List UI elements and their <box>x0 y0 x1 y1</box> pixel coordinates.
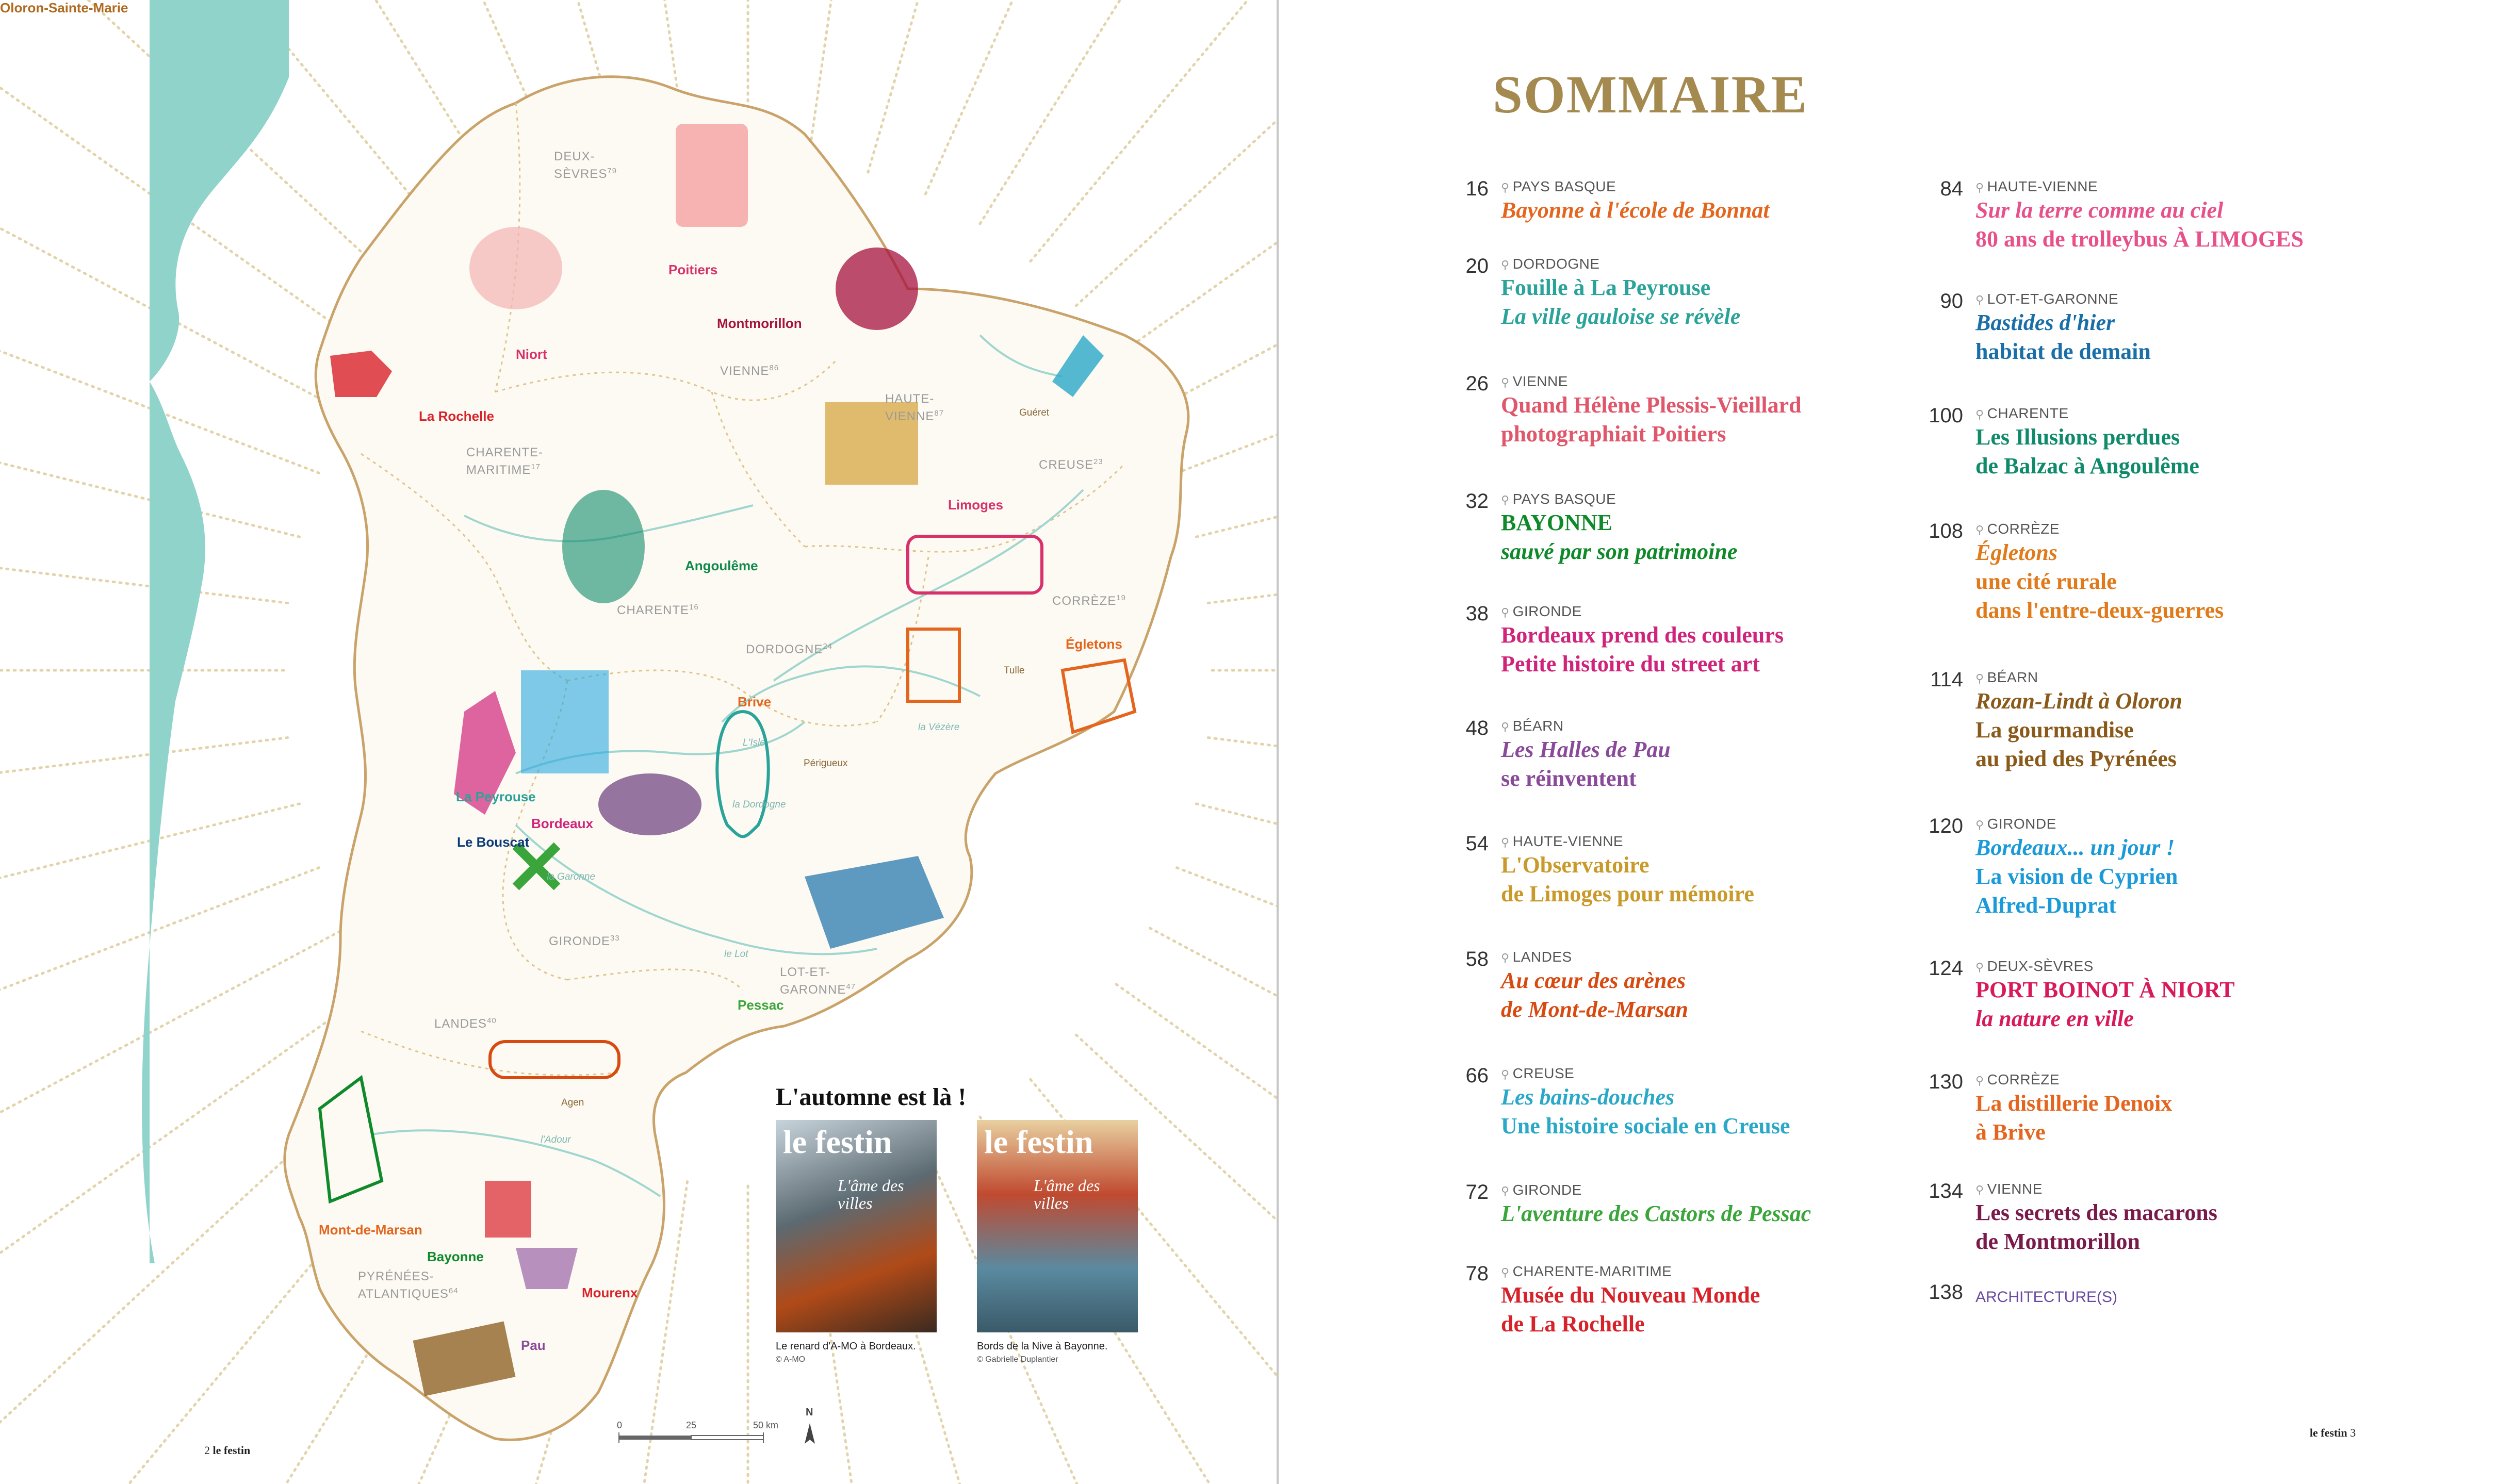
toc-entry[interactable] <box>1465 948 1934 1024</box>
map-pin-icon: ⚲ <box>1501 1068 1510 1081</box>
magazine-brand: le festin <box>783 1124 892 1160</box>
department-label: CHARENTE- MARITIME$^{17}$ <box>466 446 544 477</box>
map-pin-icon: ⚲ <box>1975 961 1984 974</box>
department-label: CHARENTE$^{16}$ <box>617 603 699 617</box>
toc-article-title: Bastides d'hier <box>1975 310 2115 335</box>
map-pin-icon: ⚲ <box>1975 181 1984 194</box>
map-pin-icon: ⚲ <box>1501 720 1510 733</box>
toc-article-title: L'aventure des Castors de Pessac <box>1501 1201 1811 1226</box>
city-label-pessac: Pessac <box>738 997 784 1013</box>
toc-article-title: Alfred-Duprat <box>1975 893 2116 918</box>
department-label: DEUX- SÈVRES$^{79}$ <box>554 150 617 181</box>
sun-ray <box>1196 377 1277 537</box>
toc-page-number: 78 <box>1465 1262 1489 1285</box>
toc-article-title: Les secrets des macarons <box>1975 1200 2217 1225</box>
toc-entry[interactable] <box>1929 1070 2409 1147</box>
toc-article-title: Musée du Nouveau Monde <box>1501 1282 1760 1308</box>
sun-ray <box>868 0 1041 172</box>
toc-page-number: 90 <box>1940 290 1963 312</box>
toc-page-number: 16 <box>1465 177 1489 200</box>
map-pin-icon: ⚲ <box>1501 606 1510 619</box>
toc-page-number: 108 <box>1929 520 1963 542</box>
toc-article-title: BAYONNE <box>1501 510 1612 535</box>
toc-region: ⚲ CREUSE <box>1501 1065 1575 1081</box>
toc-page-number: 100 <box>1929 404 1963 427</box>
toc-entry[interactable] <box>1465 372 1934 449</box>
toc-entry[interactable] <box>1465 1262 1934 1339</box>
toc-page-number: 32 <box>1465 490 1489 513</box>
map-pin-icon: ⚲ <box>1501 951 1510 964</box>
toc-article-title: photographiait Poitiers <box>1501 421 1726 447</box>
map-pin-icon: ⚲ <box>1501 1184 1510 1197</box>
toc-article-title: Bordeaux... un jour ! <box>1975 835 2175 860</box>
toc-article-title: Les bains-douches <box>1501 1084 1675 1110</box>
river-label: le Lot <box>724 949 748 960</box>
department-label: HAUTE- VIENNE$^{87}$ <box>885 392 944 423</box>
toc-entry[interactable] <box>1940 290 2409 366</box>
sun-ray <box>1208 522 1277 603</box>
toc-region: ⚲ HAUTE-VIENNE <box>1975 178 2098 194</box>
street-art-illustration <box>521 670 609 773</box>
city-label-la-rochelle: La Rochelle <box>419 408 494 424</box>
map-pin-icon: ⚲ <box>1975 408 1984 421</box>
river-label: L'Isle <box>743 737 765 748</box>
toc-page-number: 130 <box>1929 1070 1963 1093</box>
north-arrow-icon <box>805 1423 815 1444</box>
toc-page-number: 38 <box>1465 602 1489 625</box>
toc-article-title: Les Illusions perdues <box>1975 424 2180 450</box>
toc-region: ⚲ GIRONDE <box>1975 816 2056 832</box>
toc-page-number: 120 <box>1929 815 1963 837</box>
toc-article-title: de Limoges pour mémoire <box>1501 881 1754 906</box>
toc-entry[interactable] <box>1929 520 2409 625</box>
toc-entry[interactable] <box>1465 255 1934 331</box>
city-label-gu-ret: Guéret <box>1019 407 1050 418</box>
magazine-credit-1: © A-MO <box>776 1355 806 1364</box>
scale-bar <box>619 1432 763 1443</box>
toc-region: ⚲ CHARENTE-MARITIME <box>1501 1263 1672 1279</box>
toc-article-title: La ville gauloise se révèle <box>1501 304 1741 329</box>
toc-region: ⚲ VIENNE <box>1975 1181 2043 1197</box>
toc-entry[interactable] <box>1929 404 2409 481</box>
toc-page-number: 54 <box>1465 832 1489 855</box>
river-label: la Dordogne <box>732 799 786 810</box>
toc-entry[interactable] <box>1929 957 2409 1033</box>
toc-page-number: 114 <box>1930 668 1963 691</box>
macaron-illustration <box>836 248 918 330</box>
toc-page-number: 20 <box>1465 255 1489 277</box>
toc-article-title: La gourmandise <box>1975 717 2134 743</box>
north-label: N <box>806 1407 813 1418</box>
donkey-illustration <box>598 773 701 835</box>
toc-article-title: Petite histoire du street art <box>1501 651 1760 677</box>
toc-article-title: de Mont-de-Marsan <box>1501 997 1689 1022</box>
toc-article-title: Bayonne à l'école de Bonnat <box>1501 197 1770 223</box>
tree-illustration <box>469 227 562 309</box>
map-pin-icon: ⚲ <box>1975 293 1984 306</box>
toc-entry[interactable] <box>1465 490 1934 566</box>
city-label-bordeaux: Bordeaux <box>531 816 593 831</box>
atlantic-ocean <box>142 0 289 1263</box>
page-number: 3 <box>2350 1426 2356 1439</box>
map-pin-icon: ⚲ <box>1501 181 1510 194</box>
toc-article-title: de La Rochelle <box>1501 1311 1645 1337</box>
toc-article-title: La distillerie Denoix <box>1975 1091 2173 1116</box>
toc-article-title: Sur la terre comme au ciel <box>1975 197 2224 223</box>
sun-ray <box>1196 804 1277 964</box>
department-label: CORRÈZE$^{19}$ <box>1052 593 1126 608</box>
toc-article-title: de Montmorillon <box>1975 1229 2140 1254</box>
footer-brand: le festin <box>213 1444 251 1457</box>
city-label-oloron-sainte-marie: Oloron-Sainte-Marie <box>0 0 128 15</box>
toc-entry[interactable] <box>1929 815 2409 920</box>
scale-tick-label: 25 <box>686 1420 697 1430</box>
toc-page-number: 134 <box>1929 1180 1963 1202</box>
department-label: LOT-ET- GARONNE$^{47}$ <box>780 965 856 997</box>
balzac-portrait-illustration <box>562 490 645 603</box>
toc-entry[interactable] <box>1929 1180 2409 1256</box>
city-label-mourenx: Mourenx <box>582 1285 638 1300</box>
toc-region: ⚲ HAUTE-VIENNE <box>1501 833 1624 849</box>
city-label-poitiers: Poitiers <box>668 262 718 277</box>
magazine-brand: le festin <box>984 1124 1093 1160</box>
map-pin-icon: ⚲ <box>1975 523 1984 536</box>
map-pin-icon: ⚲ <box>1975 1183 1984 1196</box>
toc-region: ⚲ PAYS BASQUE <box>1501 178 1616 194</box>
toc-region: ⚲ GIRONDE <box>1501 1182 1582 1198</box>
toc-page-number: 72 <box>1465 1181 1489 1203</box>
magazines-heading: L'automne est là ! <box>776 1083 967 1111</box>
city-label-tulle: Tulle <box>1004 665 1025 676</box>
city-label-mont-de-marsan: Mont-de-Marsan <box>319 1222 422 1238</box>
map-pin-icon: ⚲ <box>1501 836 1510 849</box>
sun-ray <box>0 522 288 603</box>
toc-article-title: se réinventent <box>1501 766 1637 791</box>
right-page-footer <box>2310 1426 2356 1440</box>
toc-article-title: de Balzac à Angoulême <box>1975 453 2199 479</box>
city-label-la-peyrouse: La Peyrouse <box>456 789 536 804</box>
sun-ray <box>980 0 1277 224</box>
sun-ray <box>1208 738 1277 819</box>
city-label-agen: Agen <box>561 1097 584 1108</box>
toc-article-title: une cité rurale <box>1975 569 2117 594</box>
toc-article-title: dans l'entre-deux-guerres <box>1975 598 2224 623</box>
toc-article-title: la nature en ville <box>1975 1006 2134 1031</box>
sun-ray <box>0 738 288 819</box>
toc-article-title: au pied des Pyrénées <box>1975 746 2177 771</box>
magazines-block <box>776 1083 1147 1392</box>
toc-page-number: 84 <box>1940 177 1963 200</box>
toc-entry[interactable] <box>1465 717 1934 793</box>
map-pin-icon: ⚲ <box>1975 818 1984 831</box>
department-label: PYRÉNÉES- ATLANTIQUES$^{64}$ <box>358 1269 459 1301</box>
city-label-le-bouscat: Le Bouscat <box>457 834 530 850</box>
magazine-caption-2: Bords de la Nive à Bayonne. <box>977 1341 1108 1352</box>
toc-article-title: Au cœur des arènes <box>1501 968 1686 993</box>
river-label: la Garonne <box>547 871 596 882</box>
page-gutter <box>1277 0 1279 1484</box>
toc-article-title: Bordeaux prend des couleurs <box>1501 622 1784 648</box>
sun-ray <box>1116 0 1277 356</box>
sun-ray <box>1150 103 1277 413</box>
toc-article-title: Une histoire sociale en Creuse <box>1501 1113 1790 1139</box>
department-label: CREUSE$^{23}$ <box>1039 457 1103 472</box>
city-label-niort: Niort <box>516 347 547 362</box>
toc-region: ⚲ DEUX-SÈVRES <box>1975 958 2094 974</box>
department-label: GIRONDE$^{33}$ <box>549 934 620 948</box>
toc-article-title: La vision de Cyprien <box>1975 864 2178 889</box>
city-label--gletons: Égletons <box>1066 636 1122 652</box>
sun-ray <box>808 0 896 159</box>
toc-article-title: PORT BOINOT À NIORT <box>1975 977 2235 1002</box>
toc-region: ⚲ BÉARN <box>1501 718 1564 734</box>
toc-page-number: 124 <box>1929 957 1963 980</box>
sun-ray <box>1150 928 1277 1238</box>
sun-ray <box>1076 0 1277 306</box>
magazine-subtitle: L'âme des villes <box>838 1176 904 1212</box>
toc-entry[interactable] <box>1930 668 2409 773</box>
scale-tick-label: 50 km <box>753 1420 779 1430</box>
toc-region: ⚲ LANDES <box>1501 949 1572 965</box>
map-pin-icon: ⚲ <box>1975 1074 1984 1087</box>
toc-entry[interactable] <box>1465 832 1934 909</box>
city-label-bayonne: Bayonne <box>427 1249 484 1264</box>
toc-region: ⚲ CORRÈZE <box>1975 521 2060 537</box>
sun-ray <box>0 868 319 1104</box>
city-label-pau: Pau <box>521 1338 546 1353</box>
toc-page-number: 26 <box>1465 372 1489 395</box>
left-page-footer <box>204 1444 250 1457</box>
sun-ray <box>1177 868 1277 1104</box>
toc-article-title: Quand Hélène Plessis-Vieillard <box>1501 392 1802 418</box>
toc-article-title: sauvé par son patrimoine <box>1501 539 1738 564</box>
toc-article-title: 80 ans de trolleybus À LIMOGES <box>1975 226 2304 252</box>
toc-article-title: Les Halles de Pau <box>1501 737 1671 762</box>
toc-page-number: 66 <box>1465 1064 1489 1087</box>
toc-region: ⚲ DORDOGNE <box>1501 256 1600 272</box>
toc-region: ⚲ VIENNE <box>1501 373 1568 389</box>
toc-article-title: habitat de demain <box>1975 339 2151 364</box>
toc-entry[interactable] <box>1465 1181 1934 1228</box>
toc-entry[interactable] <box>1929 1281 2409 1312</box>
toc-page-number: 48 <box>1465 717 1489 739</box>
toc-region: ⚲ PAYS BASQUE <box>1501 491 1616 507</box>
river-label: l'Adour <box>541 1134 571 1145</box>
basket-illustration <box>516 1248 578 1289</box>
department-label: DORDOGNE$^{24}$ <box>746 642 833 656</box>
toc-entry[interactable] <box>1465 177 1934 225</box>
magazine-cover-2[interactable] <box>977 1120 1138 1332</box>
sun-ray <box>925 0 1182 194</box>
toc-region: ⚲ LOT-ET-GARONNE <box>1975 291 2118 307</box>
toc-region: ⚲ CORRÈZE <box>1975 1071 2060 1087</box>
city-label-limoges: Limoges <box>948 497 1003 513</box>
department-label: VIENNE$^{86}$ <box>720 364 779 378</box>
mourenx-illustration <box>485 1181 531 1238</box>
map-pin-icon: ⚲ <box>1501 376 1510 389</box>
toc-entry[interactable] <box>1940 177 2409 254</box>
toc-article-title: Égletons <box>1975 540 2057 565</box>
city-label-p-rigueux: Périgueux <box>804 758 848 769</box>
toc-entry[interactable] <box>1465 1064 1934 1141</box>
map-pin-icon: ⚲ <box>1975 672 1984 685</box>
sun-ray <box>1031 0 1277 261</box>
city-label-angoul-me: Angoulême <box>685 558 758 573</box>
map-pin-icon: ⚲ <box>1501 258 1510 271</box>
page-number: 2 <box>204 1444 210 1457</box>
magazine-caption-1: Le renard d'A-MO à Bordeaux. <box>776 1341 916 1352</box>
toc-article-title: ARCHITECTURE(S) <box>1975 1289 2117 1306</box>
toc-article-title: L'Observatoire <box>1501 852 1650 878</box>
toc-article-title: à Brive <box>1975 1119 2046 1145</box>
magazine-subtitle: L'âme des villes <box>1034 1176 1100 1212</box>
page-title: SOMMAIRE <box>1493 65 1808 124</box>
magazine-cover-1[interactable] <box>776 1120 937 1332</box>
city-label-montmorillon: Montmorillon <box>717 316 802 331</box>
toc-page-number: 138 <box>1929 1281 1963 1304</box>
footer-brand: le festin <box>2310 1426 2347 1439</box>
toc-region: ⚲ GIRONDE <box>1501 603 1582 619</box>
toc-article-title: Fouille à La Peyrouse <box>1501 275 1711 300</box>
department-label: LANDES$^{40}$ <box>434 1016 497 1031</box>
map-pin-icon: ⚲ <box>1501 1266 1510 1279</box>
toc-article-title: Rozan-Lindt à Oloron <box>1975 688 2182 714</box>
toc-region: ⚲ BÉARN <box>1975 669 2038 685</box>
river-label: la Vézère <box>918 722 960 733</box>
scale-tick-label: 0 <box>617 1420 623 1430</box>
map-pin-icon: ⚲ <box>1501 493 1510 506</box>
camera-illustration <box>676 124 748 227</box>
toc-entry[interactable] <box>1465 602 1934 679</box>
magazine-credit-2: © Gabrielle Duplantier <box>977 1355 1058 1364</box>
sun-ray <box>1177 236 1277 473</box>
toc-region: ⚲ CHARENTE <box>1975 405 2069 421</box>
city-label-brive: Brive <box>738 694 772 710</box>
toc-page-number: 58 <box>1465 948 1489 970</box>
